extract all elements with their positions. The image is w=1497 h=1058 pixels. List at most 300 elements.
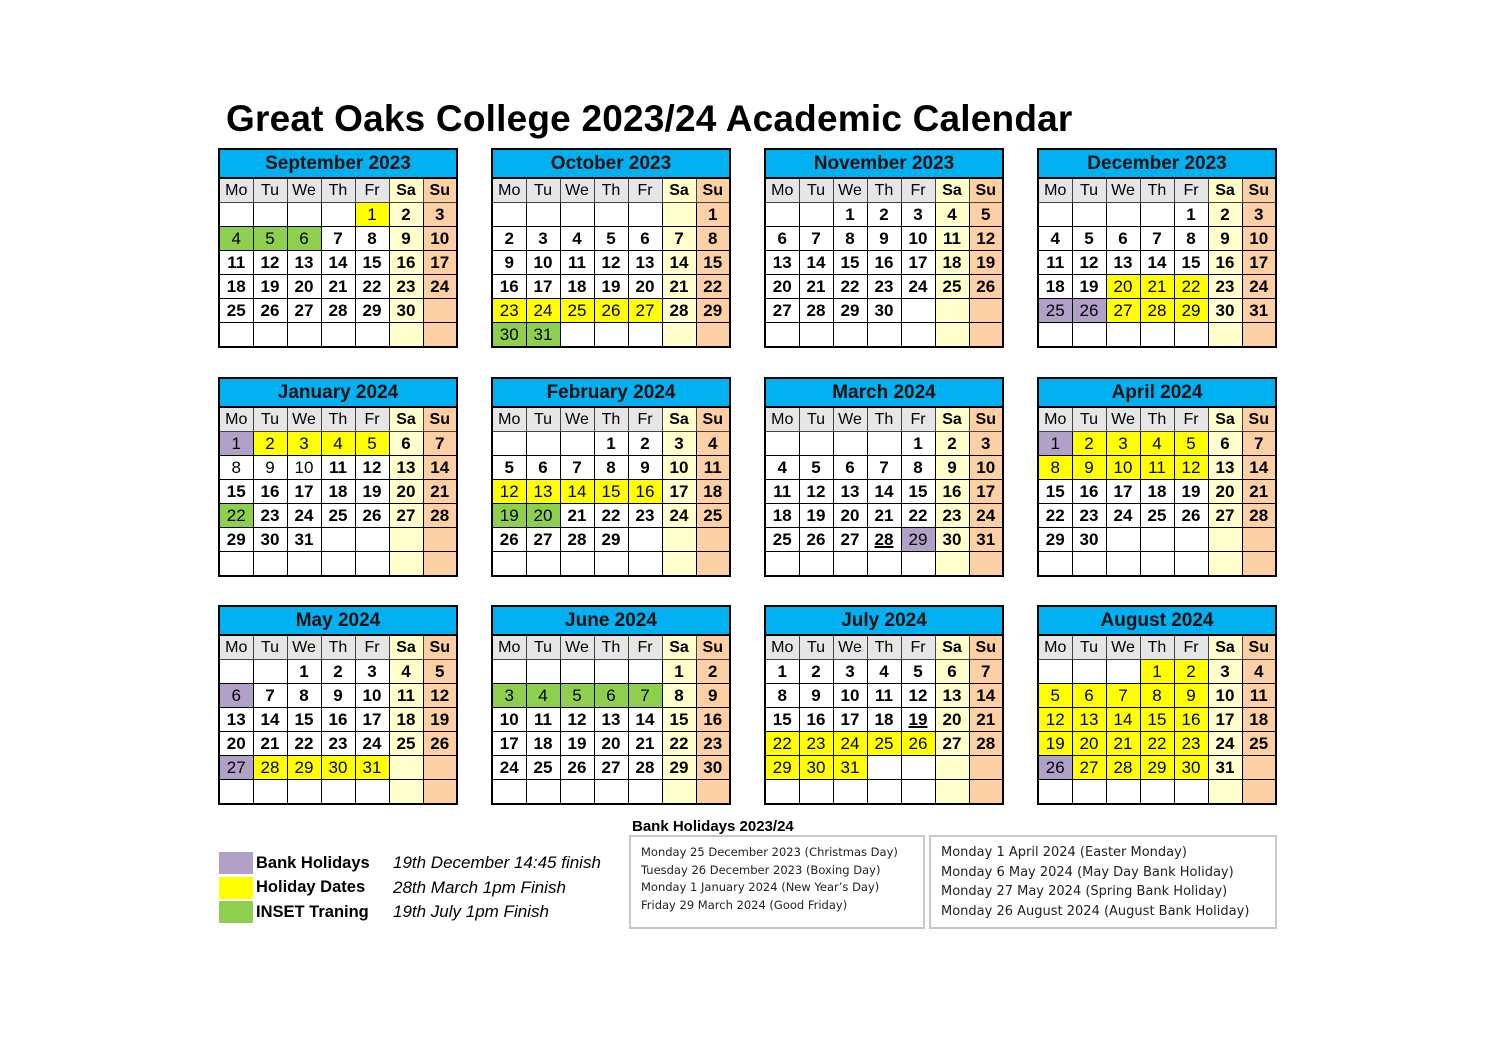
day-cell [935, 203, 969, 227]
day-number: 10 [1215, 685, 1235, 705]
empty-cell [969, 552, 1003, 577]
day-cell [662, 504, 696, 528]
empty-cell [1072, 660, 1106, 684]
day-cell [765, 251, 799, 275]
day-number: 7 [879, 457, 889, 477]
empty-cell [1106, 552, 1140, 577]
day-cell [1208, 708, 1242, 732]
day-header: Mo [219, 635, 253, 660]
day-cell [969, 456, 1003, 480]
day-number: 30 [874, 300, 894, 320]
day-cell [287, 684, 321, 708]
day-number: 20 [1215, 481, 1235, 501]
day-number: 24 [840, 733, 860, 753]
day-number: 18 [567, 276, 587, 296]
day-number: 20 [840, 505, 860, 525]
day-header: Fr [901, 407, 935, 432]
day-cell [492, 299, 526, 323]
day-cell [492, 756, 526, 780]
day-cell [287, 528, 321, 552]
day-number: 25 [1249, 733, 1269, 753]
empty-cell [1106, 528, 1140, 552]
day-cell [628, 275, 662, 299]
week-row [219, 203, 457, 227]
day-cell [662, 275, 696, 299]
day-number: 23 [942, 505, 962, 525]
day-number: 11 [1148, 457, 1166, 477]
day-cell [628, 732, 662, 756]
day-number: 3 [845, 661, 855, 681]
day-cell [1208, 756, 1242, 780]
week-row [492, 504, 730, 528]
week-row [765, 528, 1003, 552]
day-header: Th [321, 635, 355, 660]
day-number: 27 [840, 529, 860, 549]
day-number: 29 [703, 300, 723, 320]
day-number: 8 [231, 457, 241, 477]
empty-cell [901, 756, 935, 780]
day-cell [867, 227, 901, 251]
empty-cell [253, 203, 287, 227]
day-cell [935, 251, 969, 275]
day-cell [1140, 708, 1174, 732]
day-number: 13 [942, 685, 962, 705]
day-cell [799, 504, 833, 528]
empty-cell [1072, 552, 1106, 577]
day-number: 15 [908, 481, 928, 501]
day-cell [1106, 504, 1140, 528]
week-row [1038, 251, 1276, 275]
day-cell [389, 684, 423, 708]
day-header: Fr [355, 407, 389, 432]
day-cell [901, 660, 935, 684]
day-number: 4 [1050, 228, 1060, 248]
day-number: 17 [669, 481, 689, 501]
day-number: 12 [430, 685, 450, 705]
empty-cell [867, 323, 901, 348]
day-number: 31 [840, 757, 860, 777]
day-number: 24 [294, 505, 314, 525]
day-header: Fr [901, 635, 935, 660]
day-cell [1140, 504, 1174, 528]
day-cell [662, 456, 696, 480]
day-cell [662, 432, 696, 456]
day-number: 20 [226, 733, 246, 753]
day-number: 17 [1249, 252, 1269, 272]
day-cell [253, 456, 287, 480]
day-cell [1038, 480, 1072, 504]
day-cell [765, 684, 799, 708]
day-number: 24 [1215, 733, 1235, 753]
day-header: Tu [799, 635, 833, 660]
day-cell [560, 299, 594, 323]
day-header: Th [867, 635, 901, 660]
day-number: 24 [908, 276, 928, 296]
day-number: 8 [1186, 228, 1196, 248]
day-cell [1174, 432, 1208, 456]
empty-cell [389, 756, 423, 780]
day-number: 2 [333, 661, 343, 681]
day-number: 17 [976, 481, 996, 501]
empty-cell [901, 552, 935, 577]
day-cell [867, 456, 901, 480]
day-cell [594, 708, 628, 732]
day-cell [560, 275, 594, 299]
day-cell [594, 480, 628, 504]
empty-cell [594, 660, 628, 684]
empty-cell [1072, 203, 1106, 227]
month-calendar [764, 148, 1004, 348]
day-number: 25 [226, 300, 246, 320]
empty-cell [662, 323, 696, 348]
day-number: 22 [669, 733, 689, 753]
day-cell [423, 251, 457, 275]
day-cell [969, 480, 1003, 504]
day-cell [628, 480, 662, 504]
empty-cell [1038, 552, 1072, 577]
empty-cell [219, 780, 253, 805]
day-cell [423, 275, 457, 299]
empty-cell [628, 203, 662, 227]
day-number: 5 [572, 685, 582, 705]
day-number: 18 [533, 733, 553, 753]
day-cell [321, 732, 355, 756]
day-header: Tu [526, 635, 560, 660]
day-number: 3 [1220, 661, 1230, 681]
legend-item-bank-holidays [219, 851, 601, 876]
empty-cell [1174, 552, 1208, 577]
day-cell [219, 756, 253, 780]
day-number: 26 [908, 733, 928, 753]
day-number: 22 [226, 505, 246, 525]
day-cell [287, 432, 321, 456]
day-number: 26 [430, 733, 450, 753]
day-number: 18 [328, 481, 348, 501]
empty-cell [219, 660, 253, 684]
empty-cell [765, 323, 799, 348]
day-cell [355, 756, 389, 780]
day-number: 12 [976, 228, 996, 248]
empty-cell [1174, 528, 1208, 552]
empty-cell [628, 552, 662, 577]
day-cell [765, 299, 799, 323]
day-number: 13 [1215, 457, 1235, 477]
day-cell [867, 684, 901, 708]
day-number: 18 [226, 276, 246, 296]
day-number: 29 [1181, 300, 1201, 320]
day-cell [219, 275, 253, 299]
legend-item-holiday-dates [219, 876, 601, 901]
day-cell [696, 732, 730, 756]
day-number: 10 [533, 252, 553, 272]
day-cell [219, 708, 253, 732]
empty-cell [867, 780, 901, 805]
week-row [492, 299, 730, 323]
day-number: 14 [328, 252, 348, 272]
day-number: 23 [1181, 733, 1201, 753]
day-number: 16 [806, 709, 826, 729]
day-number: 23 [328, 733, 348, 753]
day-cell [253, 275, 287, 299]
week-row [492, 780, 730, 805]
day-number: 19 [806, 505, 826, 525]
day-cell [253, 432, 287, 456]
day-cell [526, 480, 560, 504]
day-cell [1072, 480, 1106, 504]
day-number: 5 [1050, 685, 1060, 705]
day-header: Su [1242, 635, 1276, 660]
day-cell [867, 203, 901, 227]
day-number: 30 [806, 757, 826, 777]
day-number: 10 [908, 228, 928, 248]
day-number: 27 [294, 300, 314, 320]
day-cell [765, 708, 799, 732]
week-row [765, 432, 1003, 456]
day-cell [560, 251, 594, 275]
month-title: March 2024 [765, 378, 1003, 407]
week-row [1038, 203, 1276, 227]
day-cell [321, 504, 355, 528]
day-number: 12 [362, 457, 382, 477]
day-number: 23 [1079, 505, 1099, 525]
day-cell [389, 660, 423, 684]
day-number: 15 [1045, 481, 1065, 501]
day-number: 17 [499, 733, 519, 753]
day-cell [219, 251, 253, 275]
day-number: 21 [567, 505, 587, 525]
day-cell [594, 732, 628, 756]
day-number: 19 [1079, 276, 1099, 296]
day-number: 24 [976, 505, 996, 525]
day-cell [867, 504, 901, 528]
month-calendar [1037, 148, 1277, 348]
day-cell [1140, 480, 1174, 504]
day-cell [1242, 504, 1276, 528]
week-row [492, 756, 730, 780]
empty-cell [1242, 528, 1276, 552]
week-row [219, 732, 457, 756]
day-number: 17 [362, 709, 382, 729]
day-cell [935, 432, 969, 456]
empty-cell [1140, 203, 1174, 227]
day-number: 22 [294, 733, 314, 753]
day-cell [355, 432, 389, 456]
day-cell [389, 275, 423, 299]
empty-cell [969, 323, 1003, 348]
day-number: 19 [430, 709, 450, 729]
day-cell [1174, 660, 1208, 684]
day-cell [526, 456, 560, 480]
day-number: 3 [504, 685, 514, 705]
day-number: 20 [1079, 733, 1099, 753]
day-number: 23 [874, 276, 894, 296]
month-calendar [1037, 605, 1277, 805]
day-cell [492, 323, 526, 348]
day-number: 1 [777, 661, 787, 681]
week-row [765, 203, 1003, 227]
month-title: April 2024 [1038, 378, 1276, 407]
day-cell [935, 456, 969, 480]
empty-cell [526, 552, 560, 577]
day-number: 29 [226, 529, 246, 549]
day-number: 18 [396, 709, 416, 729]
day-number: 22 [908, 505, 928, 525]
day-cell [901, 203, 935, 227]
empty-cell [219, 323, 253, 348]
day-header: Su [969, 407, 1003, 432]
day-number: 28 [567, 529, 587, 549]
day-cell [696, 480, 730, 504]
week-row [1038, 432, 1276, 456]
day-number: 20 [533, 505, 553, 525]
week-row [765, 227, 1003, 251]
day-number: 27 [1113, 300, 1133, 320]
day-number: 23 [1215, 276, 1235, 296]
day-cell [833, 480, 867, 504]
day-cell [765, 504, 799, 528]
day-number: 4 [879, 661, 889, 681]
day-cell [1072, 756, 1106, 780]
day-number: 28 [976, 733, 996, 753]
day-cell [1106, 480, 1140, 504]
day-number: 25 [703, 505, 723, 525]
bank-holiday-entry: Friday 29 March 2024 (Good Friday) [641, 897, 848, 912]
day-number: 6 [947, 661, 957, 681]
day-cell [594, 275, 628, 299]
day-number: 14 [806, 252, 826, 272]
day-number: 21 [1147, 276, 1167, 296]
day-cell [799, 299, 833, 323]
day-number: 1 [1152, 661, 1162, 681]
day-header: Su [969, 635, 1003, 660]
day-cell [355, 251, 389, 275]
day-cell [253, 684, 287, 708]
day-cell [696, 660, 730, 684]
day-number: 23 [499, 300, 519, 320]
day-header: Fr [901, 178, 935, 203]
day-number: 19 [601, 276, 621, 296]
day-cell [389, 227, 423, 251]
day-number: 27 [772, 300, 792, 320]
week-row [492, 432, 730, 456]
day-cell [935, 227, 969, 251]
day-cell [799, 528, 833, 552]
day-cell [219, 299, 253, 323]
day-cell [1208, 504, 1242, 528]
empty-cell [287, 780, 321, 805]
day-cell [492, 227, 526, 251]
day-cell [321, 456, 355, 480]
day-cell [935, 528, 969, 552]
day-cell [594, 251, 628, 275]
day-cell [1174, 708, 1208, 732]
empty-cell [355, 323, 389, 348]
month-calendar [491, 605, 731, 805]
week-row [219, 780, 457, 805]
empty-cell [1038, 780, 1072, 805]
week-row [1038, 756, 1276, 780]
day-header: We [560, 178, 594, 203]
day-cell [492, 456, 526, 480]
day-number: 17 [294, 481, 314, 501]
day-cell [1174, 756, 1208, 780]
day-cell [833, 299, 867, 323]
day-number: 19 [567, 733, 587, 753]
day-number: 27 [635, 300, 655, 320]
empty-cell [389, 552, 423, 577]
day-number: 1 [913, 433, 923, 453]
empty-cell [594, 203, 628, 227]
day-number: 16 [874, 252, 894, 272]
day-number: 24 [499, 757, 519, 777]
day-cell [253, 227, 287, 251]
day-cell [662, 684, 696, 708]
day-cell [662, 660, 696, 684]
day-cell [389, 480, 423, 504]
day-cell [355, 456, 389, 480]
legend-label: Holiday Dates [256, 878, 366, 897]
day-number: 2 [1186, 661, 1196, 681]
empty-cell [833, 323, 867, 348]
day-cell [1038, 432, 1072, 456]
week-row [765, 480, 1003, 504]
day-cell [287, 275, 321, 299]
day-number: 3 [435, 204, 445, 224]
day-number: 9 [1186, 685, 1196, 705]
day-number: 23 [806, 733, 826, 753]
empty-cell [492, 660, 526, 684]
day-cell [799, 732, 833, 756]
day-number: 7 [265, 685, 275, 705]
day-number: 28 [874, 529, 894, 549]
empty-cell [1106, 780, 1140, 805]
day-number: 29 [601, 529, 621, 549]
day-number: 3 [913, 204, 923, 224]
day-header: Mo [219, 407, 253, 432]
day-number: 11 [875, 685, 893, 705]
day-number: 10 [499, 709, 519, 729]
day-number: 15 [294, 709, 314, 729]
day-cell [1242, 432, 1276, 456]
day-cell [321, 227, 355, 251]
day-number: 5 [811, 457, 821, 477]
day-number: 25 [874, 733, 894, 753]
day-cell [526, 299, 560, 323]
day-number: 6 [777, 228, 787, 248]
bank-holiday-entry: Monday 1 January 2024 (New Year’s Day) [641, 880, 880, 894]
day-header: Fr [1174, 635, 1208, 660]
day-header: Tu [253, 635, 287, 660]
day-number: 27 [1079, 757, 1099, 777]
day-cell [833, 275, 867, 299]
day-cell [287, 756, 321, 780]
day-number: 10 [669, 457, 689, 477]
empty-cell [526, 780, 560, 805]
day-cell [969, 684, 1003, 708]
day-header: Th [594, 407, 628, 432]
day-number: 19 [362, 481, 382, 501]
day-cell [1072, 708, 1106, 732]
day-number: 14 [976, 685, 996, 705]
day-cell [355, 504, 389, 528]
day-cell [560, 480, 594, 504]
day-number: 15 [669, 709, 689, 729]
day-number: 28 [1147, 300, 1167, 320]
day-number: 6 [1118, 228, 1128, 248]
day-cell [765, 480, 799, 504]
day-number: 17 [1113, 481, 1133, 501]
day-number: 7 [1254, 433, 1264, 453]
